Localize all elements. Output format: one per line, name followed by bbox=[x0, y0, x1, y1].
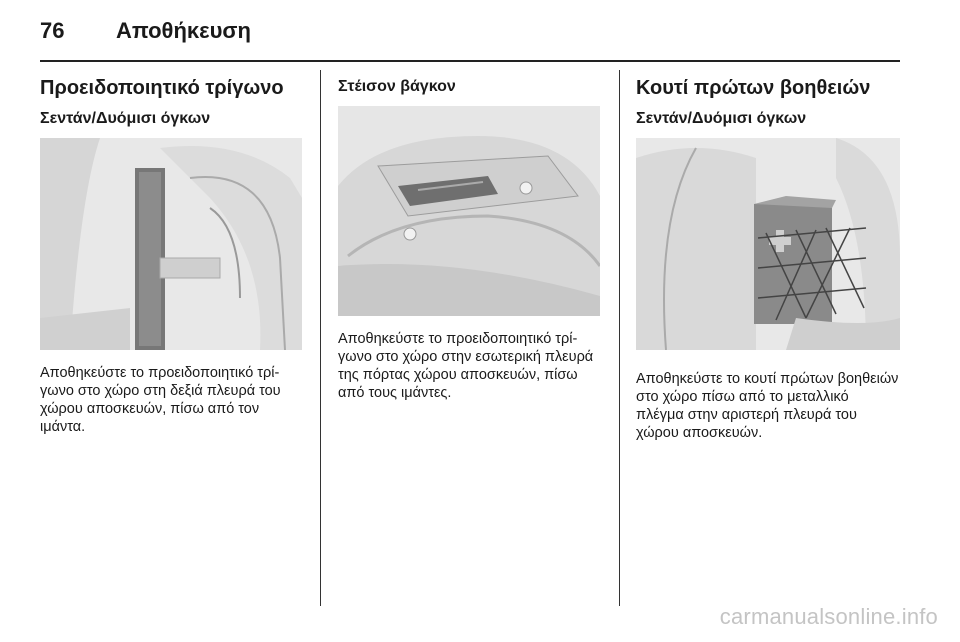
tailgate-straps-illustration bbox=[338, 106, 600, 316]
sedan-hatchback-subheading: Σεντάν/Δυόμισι όγκων bbox=[40, 110, 211, 127]
warning-triangle-trunk-illustration bbox=[40, 138, 302, 350]
column-divider bbox=[619, 70, 620, 606]
first-aid-kit-illustration bbox=[636, 138, 900, 350]
first-aid-description: Αποθηκεύστε το κουτί πρώτων βοηθειών στο χώρο πίσω από το μεταλλικό πλέγμα στην αριστερή πλευρά του χώρου αποσκευών. bbox=[636, 371, 899, 441]
watermark: carmanualsonline.info bbox=[719, 604, 938, 629]
page-header bbox=[40, 18, 900, 48]
column-station-wagon bbox=[338, 62, 600, 98]
column-first-aid bbox=[636, 62, 900, 130]
station-wagon-description: Αποθηκεύστε το προειδοποιητικό τρίγωνο στο χώρο στην εσωτερική πλευρά της πόρτας χώρου αποσκευών, πίσω από τους ιμάντες. bbox=[338, 331, 594, 401]
section-title: Αποθήκευση bbox=[116, 18, 251, 43]
warning-triangle-description: Αποθηκεύστε το προειδοποιητικό τρίγωνο στο χώρο στη δεξιά πλευρά του χώρου αποσκευών, πίσω από τον ιμάντα. bbox=[40, 365, 281, 435]
page-number: 76 bbox=[40, 18, 65, 43]
column-warning-triangle bbox=[40, 62, 302, 130]
sedan-hatchback-subheading: Σεντάν/Δυόμισι όγκων bbox=[636, 110, 807, 127]
warning-triangle-heading: Προειδοποιητικό τρίγωνο bbox=[40, 77, 284, 99]
column-divider bbox=[320, 70, 321, 606]
first-aid-heading: Κουτί πρώτων βοηθειών bbox=[636, 77, 871, 99]
station-wagon-subheading: Στέισον βάγκον bbox=[338, 78, 456, 95]
